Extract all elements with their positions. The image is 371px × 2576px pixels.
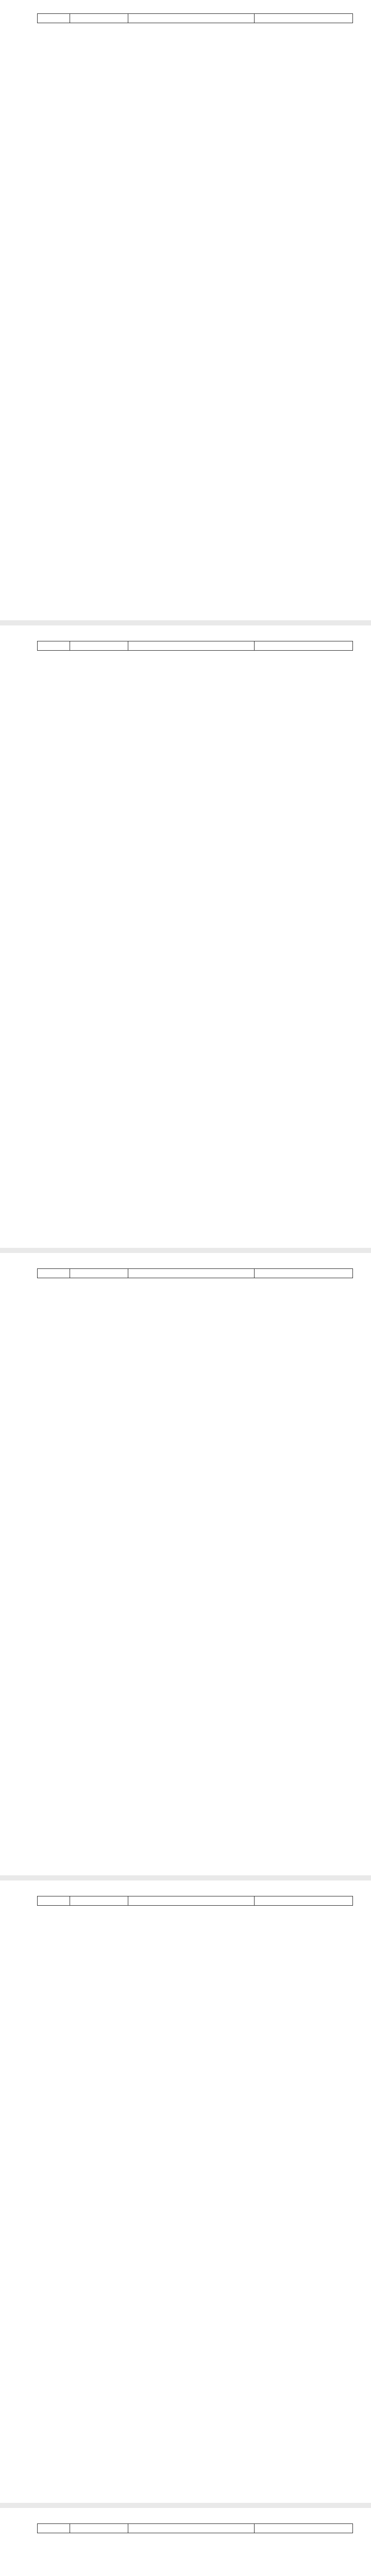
col-no-header <box>38 1269 70 1278</box>
col-name-header <box>70 1269 128 1278</box>
col-name-header <box>70 641 128 651</box>
table-header-row <box>38 1896 353 1906</box>
col-no-header <box>38 641 70 651</box>
col-type-header <box>255 2524 353 2533</box>
candidate-table <box>37 2523 353 2533</box>
col-id-header <box>128 14 255 23</box>
page-separator <box>0 1875 371 1880</box>
col-no-header <box>38 14 70 23</box>
col-id-header <box>128 1269 255 1278</box>
table-header-row <box>38 14 353 23</box>
table-header-row <box>38 641 353 651</box>
col-no-header <box>38 1896 70 1906</box>
col-name-header <box>70 14 128 23</box>
table-header-row <box>38 2524 353 2533</box>
col-type-header <box>255 1269 353 1278</box>
candidate-table <box>37 13 353 23</box>
col-id-header <box>128 1896 255 1906</box>
candidate-table <box>37 1896 353 1906</box>
page-separator <box>0 2503 371 2508</box>
col-no-header <box>38 2524 70 2533</box>
candidate-table <box>37 641 353 651</box>
col-name-header <box>70 1896 128 1906</box>
col-type-header <box>255 14 353 23</box>
col-id-header <box>128 2524 255 2533</box>
col-id-header <box>128 641 255 651</box>
page-separator <box>0 620 371 625</box>
col-type-header <box>255 641 353 651</box>
table-header-row <box>38 1269 353 1278</box>
col-type-header <box>255 1896 353 1906</box>
page-separator <box>0 1248 371 1253</box>
col-name-header <box>70 2524 128 2533</box>
candidate-table <box>37 1268 353 1278</box>
